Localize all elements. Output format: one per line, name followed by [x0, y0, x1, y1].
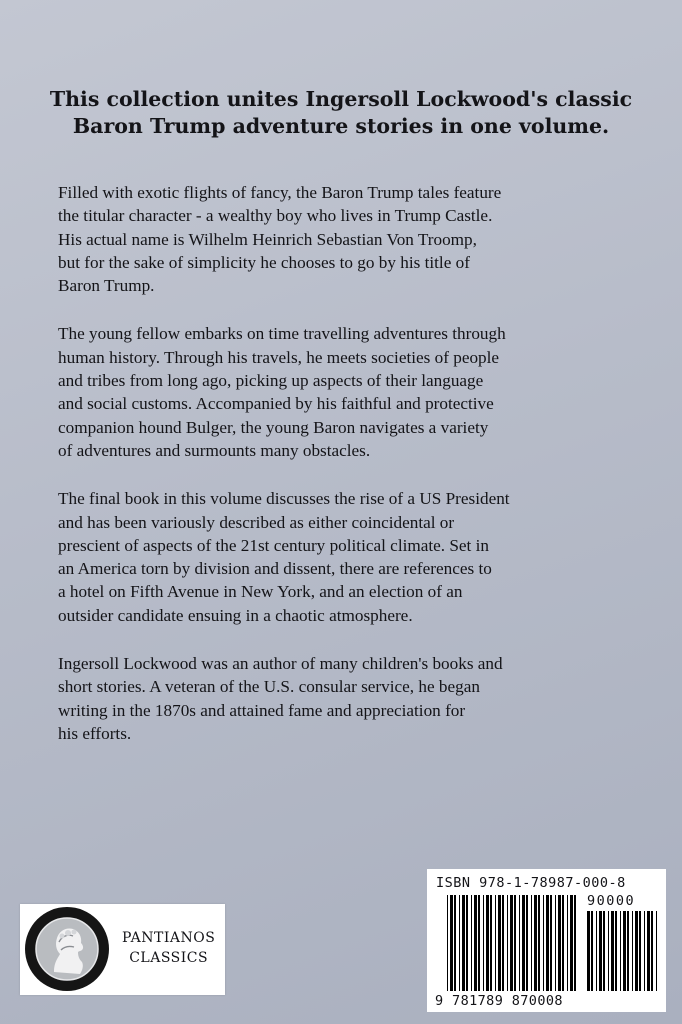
barcode-bar	[558, 895, 561, 991]
barcode-bar	[635, 911, 638, 991]
barcode-bar	[490, 895, 492, 991]
text-line: outsider candidate ensuing in a chaotic atmosphere.	[58, 605, 413, 625]
barcode-bar	[550, 895, 552, 991]
barcode-bar	[546, 895, 549, 991]
barcode-bar	[587, 911, 590, 991]
text-line: of adventures and surmounts many obstacles.	[58, 440, 371, 460]
barcode-bar	[570, 895, 573, 991]
publisher-name-line: PANTIANOS	[122, 930, 216, 946]
barcode-bar	[531, 895, 532, 991]
barcode-bar	[644, 911, 645, 991]
barcode-bar	[574, 895, 576, 991]
barcode-bar	[608, 911, 609, 991]
barcode-bar	[502, 895, 504, 991]
barcode-bar	[474, 895, 477, 991]
headline-line: This collection unites Ingersoll Lockwood's classic	[49, 87, 633, 111]
text-line: Ingersoll Lockwood was an author of many children's books and	[58, 654, 503, 674]
isbn-label: ISBN 978-1-78987-000-8	[436, 875, 626, 891]
addon-number: 90000	[587, 893, 636, 909]
text-line: short stories. A veteran of the U.S. consular service, he began	[58, 677, 480, 697]
barcode-bar	[483, 895, 484, 991]
text-line: prescient of aspects of the 21st century political climate. Set in	[58, 535, 489, 555]
barcode-bar	[647, 911, 650, 991]
barcode-bar	[639, 911, 641, 991]
barcode-bar	[596, 911, 597, 991]
barcode-bar	[656, 911, 657, 991]
barcode-bar	[567, 895, 568, 991]
barcode-bar	[447, 895, 448, 991]
barcode-bar	[615, 911, 617, 991]
barcode-bar	[623, 911, 626, 991]
text-line: a hotel on Fifth Avenue in New York, and an election of an	[58, 582, 463, 602]
barcode-bar	[526, 895, 528, 991]
blurb-paragraph	[58, 487, 648, 627]
barcode-bar	[507, 895, 508, 991]
blurb-body	[58, 181, 648, 770]
text-line: and tribes from long ago, picking up aspects of their language	[58, 371, 484, 391]
headline	[0, 86, 682, 140]
blurb-paragraph	[58, 181, 648, 297]
barcode-bar	[611, 911, 614, 991]
text-line: Filled with exotic flights of fancy, the Baron Trump tales feature	[58, 183, 502, 202]
barcode-bar	[466, 895, 468, 991]
barcode-bar	[599, 911, 602, 991]
barcode-bar	[562, 895, 564, 991]
isbn-barcode	[427, 869, 666, 1012]
text-line: His actual name is Wilhelm Heinrich Sebastian Von Troomp,	[58, 229, 477, 249]
barcode-bar	[519, 895, 520, 991]
publisher-name	[122, 928, 215, 968]
barcode-bar	[603, 911, 605, 991]
barcode-bar	[620, 911, 621, 991]
blurb-paragraph	[58, 322, 648, 462]
barcode-bar	[459, 895, 460, 991]
publisher-name-line: CLASSICS	[129, 950, 209, 966]
text-line: human history. Through his travels, he meets societies of people	[58, 347, 500, 367]
barcode-bar	[538, 895, 540, 991]
barcode-bar	[510, 895, 513, 991]
barcode-bar	[471, 895, 472, 991]
barcode-bar	[555, 895, 556, 991]
barcode-bar	[651, 911, 653, 991]
barcode-bar	[632, 911, 633, 991]
text-line: companion hound Bulger, the young Baron navigates a variety	[58, 417, 489, 437]
barcode-bar	[486, 895, 489, 991]
barcode-bar	[495, 895, 496, 991]
headline-line: Baron Trump adventure stories in one volume.	[72, 114, 610, 138]
barcode-bar	[462, 895, 465, 991]
publisher-logo	[20, 904, 225, 995]
text-line: and social customs. Accompanied by his faithful and protective	[58, 394, 494, 414]
text-line: his efforts.	[58, 723, 132, 743]
barcode-bar	[522, 895, 525, 991]
barcode-bar	[454, 895, 456, 991]
barcode-bar	[543, 895, 544, 991]
text-line: the titular character - a wealthy boy who lives in Trump Castle.	[58, 206, 493, 226]
text-line: Baron Trump.	[58, 276, 155, 296]
text-line: but for the sake of simplicity he chooses to go by his title of	[58, 252, 470, 272]
coin-portrait-icon	[24, 906, 110, 992]
ean-digits: 9 781789 870008	[435, 993, 563, 1009]
barcode-bar	[450, 895, 453, 991]
barcode-bar	[627, 911, 629, 991]
barcode-bars	[427, 869, 666, 1012]
blurb-paragraph	[58, 652, 648, 745]
text-line: The young fellow embarks on time travelling adventures through	[58, 324, 506, 344]
text-line: an America torn by division and dissent, there are references to	[58, 559, 492, 579]
text-line: The final book in this volume discusses the rise of a US President	[58, 489, 510, 509]
text-line: and has been variously described as either coincidental or	[58, 512, 455, 532]
barcode-bar	[498, 895, 501, 991]
barcode-bar	[478, 895, 480, 991]
barcode-bar	[514, 895, 516, 991]
barcode-bar	[591, 911, 593, 991]
barcode-bar	[534, 895, 537, 991]
text-line: writing in the 1870s and attained fame and appreciation for	[58, 700, 466, 720]
